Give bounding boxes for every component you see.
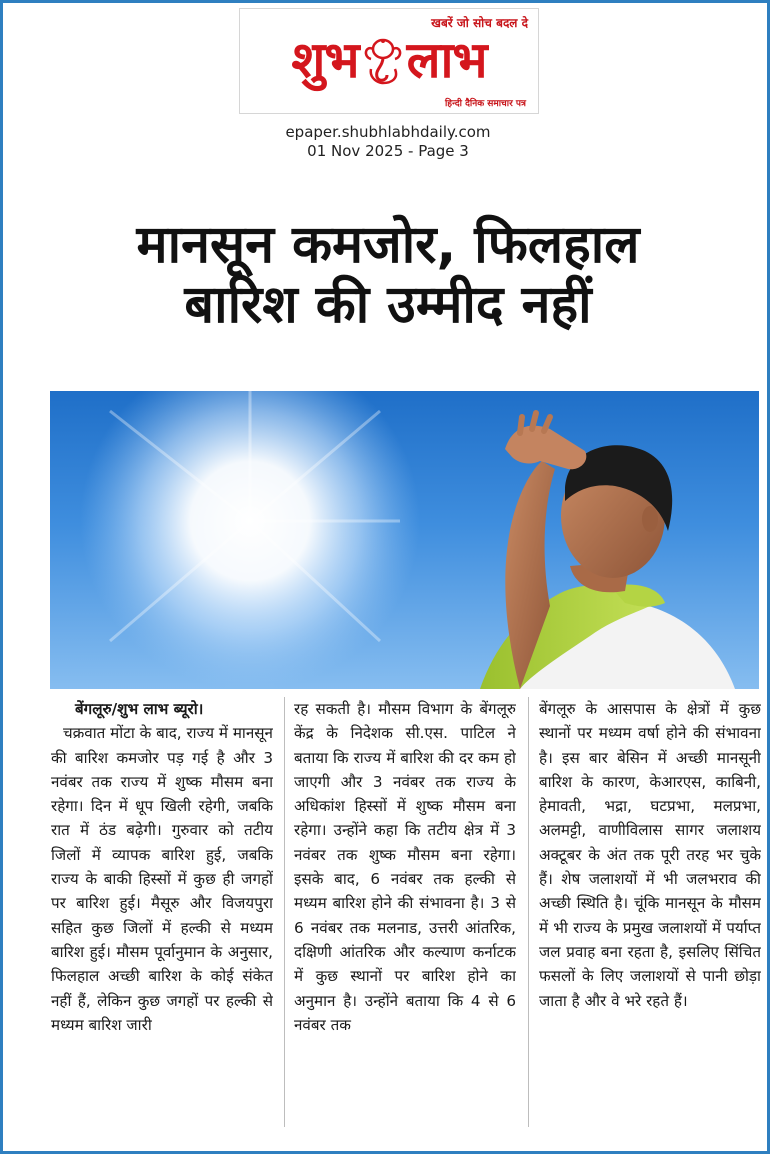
column-1-text: चक्रवात मोंटा के बाद, राज्य में मानसून की बारिश कमजोर पड़ गई है और 3 नवंबर तक राज्य में शुष्क मौसम बना रहेगा। दिन में धूप खिली रहेगी, जबकि रात में ठंड बढ़ेगी। गुरुवार को तटीय जिलों में व्यापक बारिश हुई, जबकि राज्य के बाकी हिस्सों में कुछ ही जगहों पर बारिश हुई। मैसूरु और विजयपुरा सहित कुछ जिलों में हल्की से मध्यम बारिश हुई। मौसम पूर्वानुमान के अनुसार, फिलहाल अच्छी बारिश के कोई संकेत नहीं हैं, लेकिन कुछ जगहों पर हल्की से मध्यम बारिश जारी xyxy=(51,724,273,1034)
column-2-text: रह सकती है। मौसम विभाग के बेंगलूरु केंद्र के निदेशक सी.एस. पाटिल ने बताया कि राज्य में बारिश की दर कम हो जाएगी और 3 नवंबर तक राज्य के अधिकांश हिस्सों में शुष्क मौसम बना रहेगा। उन्होंने कहा कि तटीय क्षेत्र में 3 नवंबर तक शुष्क मौसम बना रहेगा। इसके बाद, 6 नवंबर तक हल्की से मध्यम बारिश होने की संभावना है। 3 से 6 नवंबर तक मलनाड, उत्तरी आंतरिक, दक्षिणी आंतरिक और कल्याण कर्नाटक में कुछ स्थानों पर बारिश होने का अनुमान है। उन्होंने बताया कि 4 से 6 नवंबर तक xyxy=(294,700,516,1034)
column-divider xyxy=(284,697,285,1127)
article-column-3 xyxy=(539,697,761,1137)
newspaper-logo xyxy=(248,23,530,97)
article-headline xyxy=(33,215,743,335)
sun-man-photo-icon xyxy=(50,391,759,689)
headline-line-2: बारिश की उम्मीद नहीं xyxy=(184,275,592,335)
article-column-1 xyxy=(51,697,273,1137)
logo-word-left: शुभ xyxy=(291,31,359,89)
article-photo xyxy=(50,391,759,689)
column-3-text: बेंगलूरु के आसपास के क्षेत्रों में कुछ स्थानों पर मध्यम वर्षा होने की संभावना है। इस बार बेसिन में अच्छी मानसूनी बारिश के कारण, केआरएस, काबिनी, हेमावती, भद्रा, घटप्रभा, मलप्रभा, अलमट्टी, वाणीविलास सागर जलाशय अक्टूबर के अंत तक पूरी तरह भर चुके हैं। शेष जलाशयों में भी जलभराव की अच्छी स्थिति है। चूंकि मानसून के मौसम में भी राज्य के प्रमुख जलाशयों में पर्याप्त जल प्रवाह बना रहता है, इसलिए सिंचित फसलों के लिए जलाशयों से पानी छोड़ा जाता है और वे भरे रहते हैं। xyxy=(539,700,761,1010)
article-column-2 xyxy=(294,697,516,1137)
epaper-url: epaper.shubhlabhdaily.com xyxy=(285,123,491,141)
article-dateline: बेंगलूरु/शुभ लाभ ब्यूरो। xyxy=(75,700,204,718)
masthead xyxy=(239,8,539,114)
ganesha-icon xyxy=(361,35,405,85)
headline-line-1: मानसून कमजोर, फिलहाल xyxy=(136,215,640,275)
masthead-subline: हिन्दी दैनिक समाचार पत्र xyxy=(444,99,526,109)
masthead-tagline: खबरें जो सोच बदल दे xyxy=(431,16,528,30)
column-divider xyxy=(528,697,529,1127)
logo-word-right: लाभ xyxy=(406,31,487,89)
edition-date: 01 Nov 2025 - Page 3 xyxy=(307,142,469,160)
